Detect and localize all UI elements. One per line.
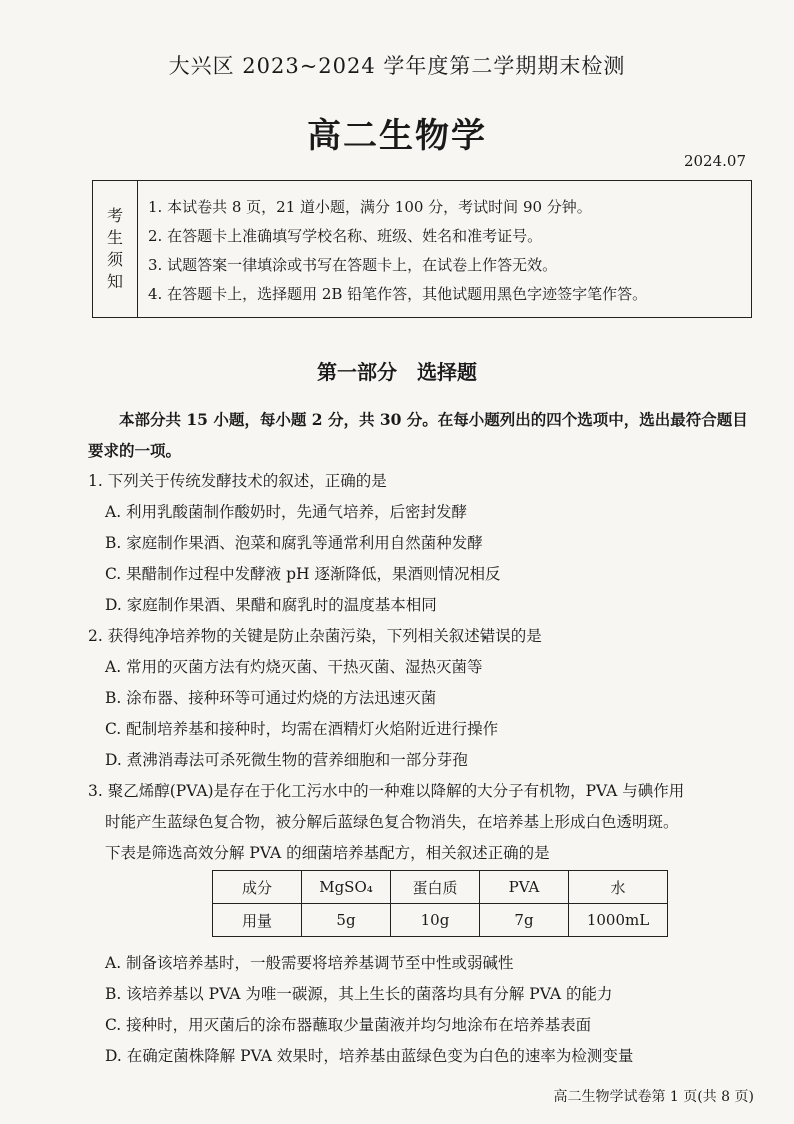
question-2: [88, 621, 768, 776]
table-cell: 用量: [213, 904, 302, 937]
table-header-cell: 成分: [213, 871, 302, 904]
stem-text: 2. 获得纯净培养物的关键是防止杂菌污染，下列相关叙述: [88, 627, 480, 645]
option-b: B. 涂布器、接种环等可通过灼烧的方法迅速灭菌: [105, 689, 437, 707]
question-stem: 1. 下列关于传统发酵技术的叙述，正确的是: [88, 472, 387, 490]
notice-label-char: 生: [106, 228, 123, 247]
table-header-row: [213, 871, 668, 904]
table-header-cell: PVA: [480, 871, 569, 904]
notice-label: [93, 181, 138, 317]
notice-item: 4. 在答题卡上，选择题用 2B 铅笔作答，其他试题用黑色字迹签字笔作答。: [148, 285, 648, 303]
question-3-options: [88, 948, 768, 1072]
exam-title: 大兴区 2023~2024 学年度第二学期期末检测: [168, 54, 626, 78]
section-title: 第一部分 选择题: [317, 360, 477, 384]
option-a: A. 制备该培养基时，一般需要将培养基调节至中性或弱碱性: [105, 954, 514, 972]
notice-label-char: 须: [106, 250, 123, 269]
table-header-cell: 水: [569, 871, 668, 904]
table-header-cell: MgSO₄: [302, 871, 391, 904]
question-1: [88, 466, 768, 621]
notice-label-char: 知: [106, 272, 123, 291]
option-c: C. 接种时，用灭菌后的涂布器蘸取少量菌液并均匀地涂布在培养基表面: [105, 1016, 592, 1034]
option-c: C. 果醋制作过程中发酵液 pH 逐渐降低，果酒则情况相反: [105, 565, 501, 583]
option-d: D. 家庭制作果酒、果醋和腐乳时的温度基本相同: [105, 596, 437, 614]
table-header-cell: 蛋白质: [391, 871, 480, 904]
exam-subject: 高二生物学: [307, 116, 487, 156]
medium-recipe-table: [212, 870, 668, 937]
notice-item: 1. 本试卷共 8 页，21 道小题，满分 100 分，考试时间 90 分钟。: [148, 198, 592, 216]
question-stem-line: 3. 聚乙烯醇(PVA)是存在于化工污水中的一种难以降解的大分子有机物，PVA 与碘作用: [88, 782, 685, 800]
question-stem: [88, 621, 768, 652]
notice-item: 2. 在答题卡上准确填写学校名称、班级、姓名和准考证号。: [148, 227, 543, 245]
section-intro: 本部分共 15 小题，每小题 2 分，共 30 分。在每小题列出的四个选项中，选出最符合题目要求的一项。: [88, 410, 748, 460]
stem-text: 的是: [510, 627, 542, 645]
exam-date: 2024.07: [683, 152, 746, 170]
notice-label-char: 考: [106, 206, 123, 225]
option-b: B. 该培养基以 PVA 为唯一碳源，其上生长的菌落均具有分解 PVA 的能力: [105, 985, 613, 1003]
question-stem-line: 时能产生蓝绿色复合物，被分解后蓝绿色复合物消失，在培养基上形成白色透明斑。: [105, 813, 679, 831]
notice-items: [138, 181, 751, 317]
table-row: [213, 904, 668, 937]
option-d: D. 煮沸消毒法可杀死微生物的营养细胞和一部分芽孢: [105, 751, 468, 769]
table-cell: 7g: [480, 904, 569, 937]
question-stem-line: 下表是筛选高效分解 PVA 的细菌培养基配方，相关叙述正确的是: [105, 844, 550, 862]
option-b: B. 家庭制作果酒、泡菜和腐乳等通常利用自然菌种发酵: [105, 534, 483, 552]
table-cell: 1000mL: [569, 904, 668, 937]
option-a: A. 常用的灭菌方法有灼烧灭菌、干热灭菌、湿热灭菌等: [105, 658, 483, 676]
notice-item: 3. 试题答案一律填涂或书写在答题卡上，在试卷上作答无效。: [148, 256, 558, 274]
emphasis-dots: 错误 • •: [480, 627, 511, 645]
option-a: A. 利用乳酸菌制作酸奶时，先通气培养，后密封发酵: [105, 503, 468, 521]
exam-notice-box: [92, 180, 752, 318]
table-cell: 5g: [302, 904, 391, 937]
table-cell: 10g: [391, 904, 480, 937]
page-footer: 高二生物学试卷第 1 页(共 8 页): [553, 1089, 754, 1105]
question-3: [88, 776, 768, 869]
option-d: D. 在确定菌株降解 PVA 效果时，培养基由蓝绿色变为白色的速率为检测变量: [105, 1047, 634, 1065]
option-c: C. 配制培养基和接种时，均需在酒精灯火焰附近进行操作: [105, 720, 499, 738]
